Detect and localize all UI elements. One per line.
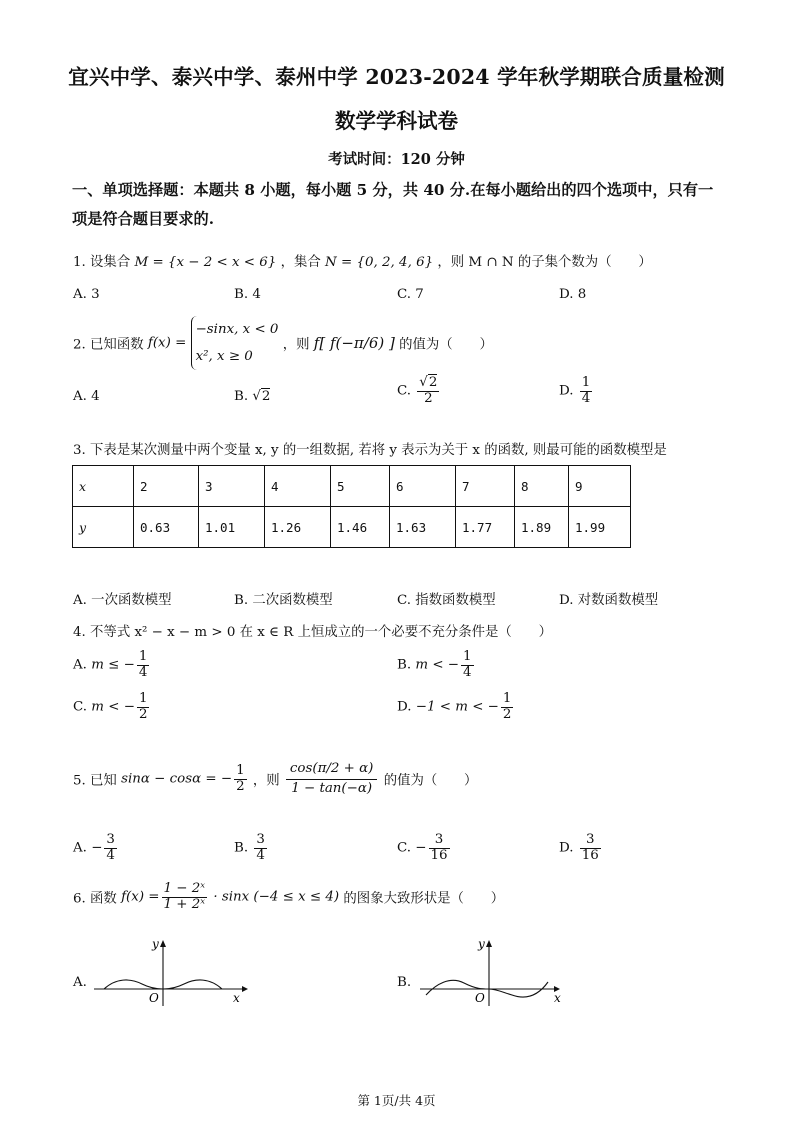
q2-option-c-num: 2 bbox=[428, 375, 438, 390]
table-cell-y-label: y bbox=[73, 507, 134, 548]
q2-tail: 的值为（ ） bbox=[399, 337, 493, 353]
q1-option-b: B. 4 bbox=[234, 287, 261, 302]
graph-a-x-label: x bbox=[233, 991, 240, 1005]
table-cell: 1.26 bbox=[265, 507, 331, 548]
q2-option-b: B. √2 bbox=[234, 389, 271, 404]
q2-expression: f[ f(−π/6) ] bbox=[313, 334, 395, 352]
q4-option-a-num: 1 bbox=[138, 649, 148, 664]
q1-tail: ，则 M ∩ N 的子集个数为（ ） bbox=[437, 255, 652, 270]
table-cell: 3 bbox=[199, 466, 265, 507]
q4-option-a-expr: m ≤ − bbox=[91, 657, 135, 673]
table-cell: 5 bbox=[331, 466, 390, 507]
question-1 bbox=[73, 251, 652, 270]
q5-mid: ，则 bbox=[252, 773, 280, 789]
q6-graph-a bbox=[92, 938, 252, 1008]
q5-option-b bbox=[234, 833, 269, 863]
q1-option-d: D. 8 bbox=[559, 287, 587, 302]
q2-case-1: −sinx, x < 0 bbox=[195, 322, 279, 337]
q2-piecewise bbox=[191, 316, 279, 370]
q4-option-b-expr: m < − bbox=[415, 657, 460, 673]
q4-option-c bbox=[73, 692, 151, 722]
q2-option-d-label: D. bbox=[559, 383, 574, 399]
q4-option-d-label: D. bbox=[397, 699, 412, 715]
q5-option-b-label: B. bbox=[234, 840, 249, 856]
q4-option-d-expr: −1 < m < − bbox=[415, 699, 499, 715]
q4-option-b bbox=[397, 650, 476, 680]
q4-option-b-label: B. bbox=[397, 657, 412, 673]
q6-option-a-label: A. bbox=[73, 975, 87, 990]
q5-option-d-num: 3 bbox=[580, 833, 601, 849]
table-cell: 1.99 bbox=[569, 507, 631, 548]
q6-multiplier: · sinx (−4 ≤ x ≤ 4) bbox=[213, 889, 340, 905]
q6-frac-den: 1 + 2ˣ bbox=[163, 896, 206, 912]
q5-option-d-den: 16 bbox=[581, 847, 599, 863]
table-cell: 7 bbox=[456, 466, 515, 507]
q5-tail: 的值为（ ） bbox=[383, 773, 478, 789]
graph-b-x-label: x bbox=[554, 991, 561, 1005]
q1-option-c: C. 7 bbox=[397, 287, 424, 302]
q2-option-c-label: C. bbox=[397, 383, 412, 399]
table-cell: 8 bbox=[515, 466, 569, 507]
q5-option-a: A. − $\frac{3}{4}$ bbox=[73, 832, 115, 863]
q5-option-a-label: A. bbox=[73, 840, 87, 856]
section-heading: 一、单项选择题：本题共 8 小题，每小题 5 分，共 40 分.在每小题给出的四个选项中，只有一项是符合题目要求的. bbox=[72, 181, 714, 228]
table-cell-x-label: x bbox=[73, 466, 134, 507]
q3-option-c: C. 指数函数模型 bbox=[397, 593, 496, 608]
data-table bbox=[72, 465, 631, 548]
q4-option-c-label: C. bbox=[73, 699, 88, 715]
q5-option-a-num: 3 bbox=[106, 832, 115, 847]
table-cell: 1.01 bbox=[199, 507, 265, 548]
table-cell: 4 bbox=[265, 466, 331, 507]
q2-option-d bbox=[559, 376, 594, 406]
q4-option-d bbox=[397, 692, 515, 722]
q3-option-d: D. 对数函数模型 bbox=[559, 593, 659, 608]
exam-title: 宜兴中学、泰兴中学、泰州中学 2023-2024 学年秋学期联合质量检测 bbox=[68, 65, 725, 89]
q2-option-b-label: B. bbox=[234, 389, 249, 404]
q2-option-b-value: 2 bbox=[261, 389, 271, 404]
q3-option-b: B. 二次函数模型 bbox=[234, 593, 333, 608]
q2-fx: f(x) = bbox=[147, 335, 187, 351]
q2-option-a: A. 4 bbox=[73, 389, 100, 404]
table-cell: 1.89 bbox=[515, 507, 569, 548]
q5-option-c-den: 16 bbox=[430, 847, 448, 863]
q1-option-a: A. 3 bbox=[73, 287, 100, 302]
q1-mid: ，集合 bbox=[280, 255, 321, 270]
question-2 bbox=[73, 316, 493, 370]
q2-option-c: C. $\frac{√2}{2}$ bbox=[397, 375, 438, 406]
table-cell: 1.46 bbox=[331, 507, 390, 548]
q5-cond-num: 1 bbox=[236, 763, 245, 778]
q5-condition: sinα − cosα = − bbox=[121, 771, 233, 787]
q5-option-b-den: 4 bbox=[256, 847, 265, 863]
q4-option-d-num: 1 bbox=[502, 691, 512, 706]
q4-option-d-den: 2 bbox=[502, 706, 512, 722]
q6-graph-b bbox=[418, 938, 578, 1008]
q1-prefix: 1. 设集合 bbox=[73, 255, 131, 270]
x-axis-arrow-icon bbox=[242, 986, 248, 992]
q4-option-c-num: 1 bbox=[138, 691, 148, 706]
q4-option-a bbox=[73, 650, 151, 680]
q4-option-a-den: 4 bbox=[138, 664, 148, 680]
question-6 bbox=[73, 882, 504, 912]
table-cell: 9 bbox=[569, 466, 631, 507]
q1-set-n: N = {0, 2, 4, 6} bbox=[325, 255, 434, 270]
q5-expr-num: cos(π/2 + α) bbox=[286, 760, 378, 780]
q6-frac-num: 1 − 2ˣ bbox=[163, 881, 206, 896]
table-row-y bbox=[73, 507, 631, 548]
page-footer: 第 1页/共 4页 bbox=[357, 1093, 436, 1108]
q2-option-c-den: 2 bbox=[424, 390, 433, 406]
q2-option-d-den: 4 bbox=[581, 390, 591, 406]
q6-fx: f(x) = bbox=[121, 889, 160, 905]
q2-mid: ，则 bbox=[282, 337, 310, 353]
exam-subtitle: 数学学科试卷 bbox=[335, 109, 458, 133]
q5-option-c-num: 3 bbox=[429, 833, 450, 849]
question-5 bbox=[73, 760, 477, 798]
q5-option-a-den: 4 bbox=[106, 847, 115, 863]
table-cell: 2 bbox=[134, 466, 199, 507]
table-cell: 6 bbox=[390, 466, 456, 507]
q5-expr-den: 1 − tan(−α) bbox=[291, 780, 373, 796]
question-4: 4. 不等式 x² − x − m > 0 在 x ∈ R 上恒成立的一个必要不充分条件是（ ） bbox=[73, 625, 552, 640]
q4-option-c-expr: m < − bbox=[91, 699, 135, 715]
table-cell: 1.63 bbox=[390, 507, 456, 548]
graph-b-y-label: y bbox=[478, 938, 485, 951]
q5-prefix: 5. 已知 bbox=[73, 773, 117, 789]
q5-option-c-label: C. bbox=[397, 840, 412, 856]
q4-option-c-den: 2 bbox=[138, 706, 148, 722]
q5-option-d bbox=[559, 833, 603, 863]
q6-tail: 的图象大致形状是（ ） bbox=[343, 891, 505, 907]
table-cell: 1.77 bbox=[456, 507, 515, 548]
y-axis-arrow-icon bbox=[160, 940, 166, 947]
graph-b-origin: O bbox=[475, 991, 485, 1005]
q2-option-d-num: 1 bbox=[581, 375, 591, 390]
q4-option-a-label: A. bbox=[73, 657, 87, 673]
q4-option-b-den: 4 bbox=[463, 664, 472, 680]
q5-option-c: C. − $\frac{3}{16}$ bbox=[397, 832, 448, 863]
q6-prefix: 6. 函数 bbox=[73, 891, 117, 907]
q5-option-b-num: 3 bbox=[256, 832, 265, 847]
q5-cond-den: 2 bbox=[236, 778, 245, 794]
q1-set-m: M = {x − 2 < x < 6} bbox=[134, 255, 277, 270]
q5-option-d-label: D. bbox=[559, 840, 574, 856]
y-axis-arrow-icon bbox=[486, 940, 492, 947]
q2-case-2: x², x ≥ 0 bbox=[195, 349, 253, 364]
question-3: 3. 下表是某次测量中两个变量 x, y 的一组数据, 若将 y 表示为关于 x 的函数, 则最可能的函数模型是 bbox=[73, 443, 667, 458]
table-row-x bbox=[73, 466, 631, 507]
table-cell: 0.63 bbox=[134, 507, 199, 548]
q3-option-a: A. 一次函数模型 bbox=[73, 593, 172, 608]
graph-a-y-label: y bbox=[152, 938, 159, 951]
q4-option-b-num: 1 bbox=[463, 649, 472, 664]
graph-a-origin: O bbox=[149, 991, 159, 1005]
q2-prefix: 2. 已知函数 bbox=[73, 337, 144, 353]
exam-time: 考试时间：120 分钟 bbox=[328, 151, 465, 168]
q6-option-b-label: B. bbox=[397, 975, 412, 990]
